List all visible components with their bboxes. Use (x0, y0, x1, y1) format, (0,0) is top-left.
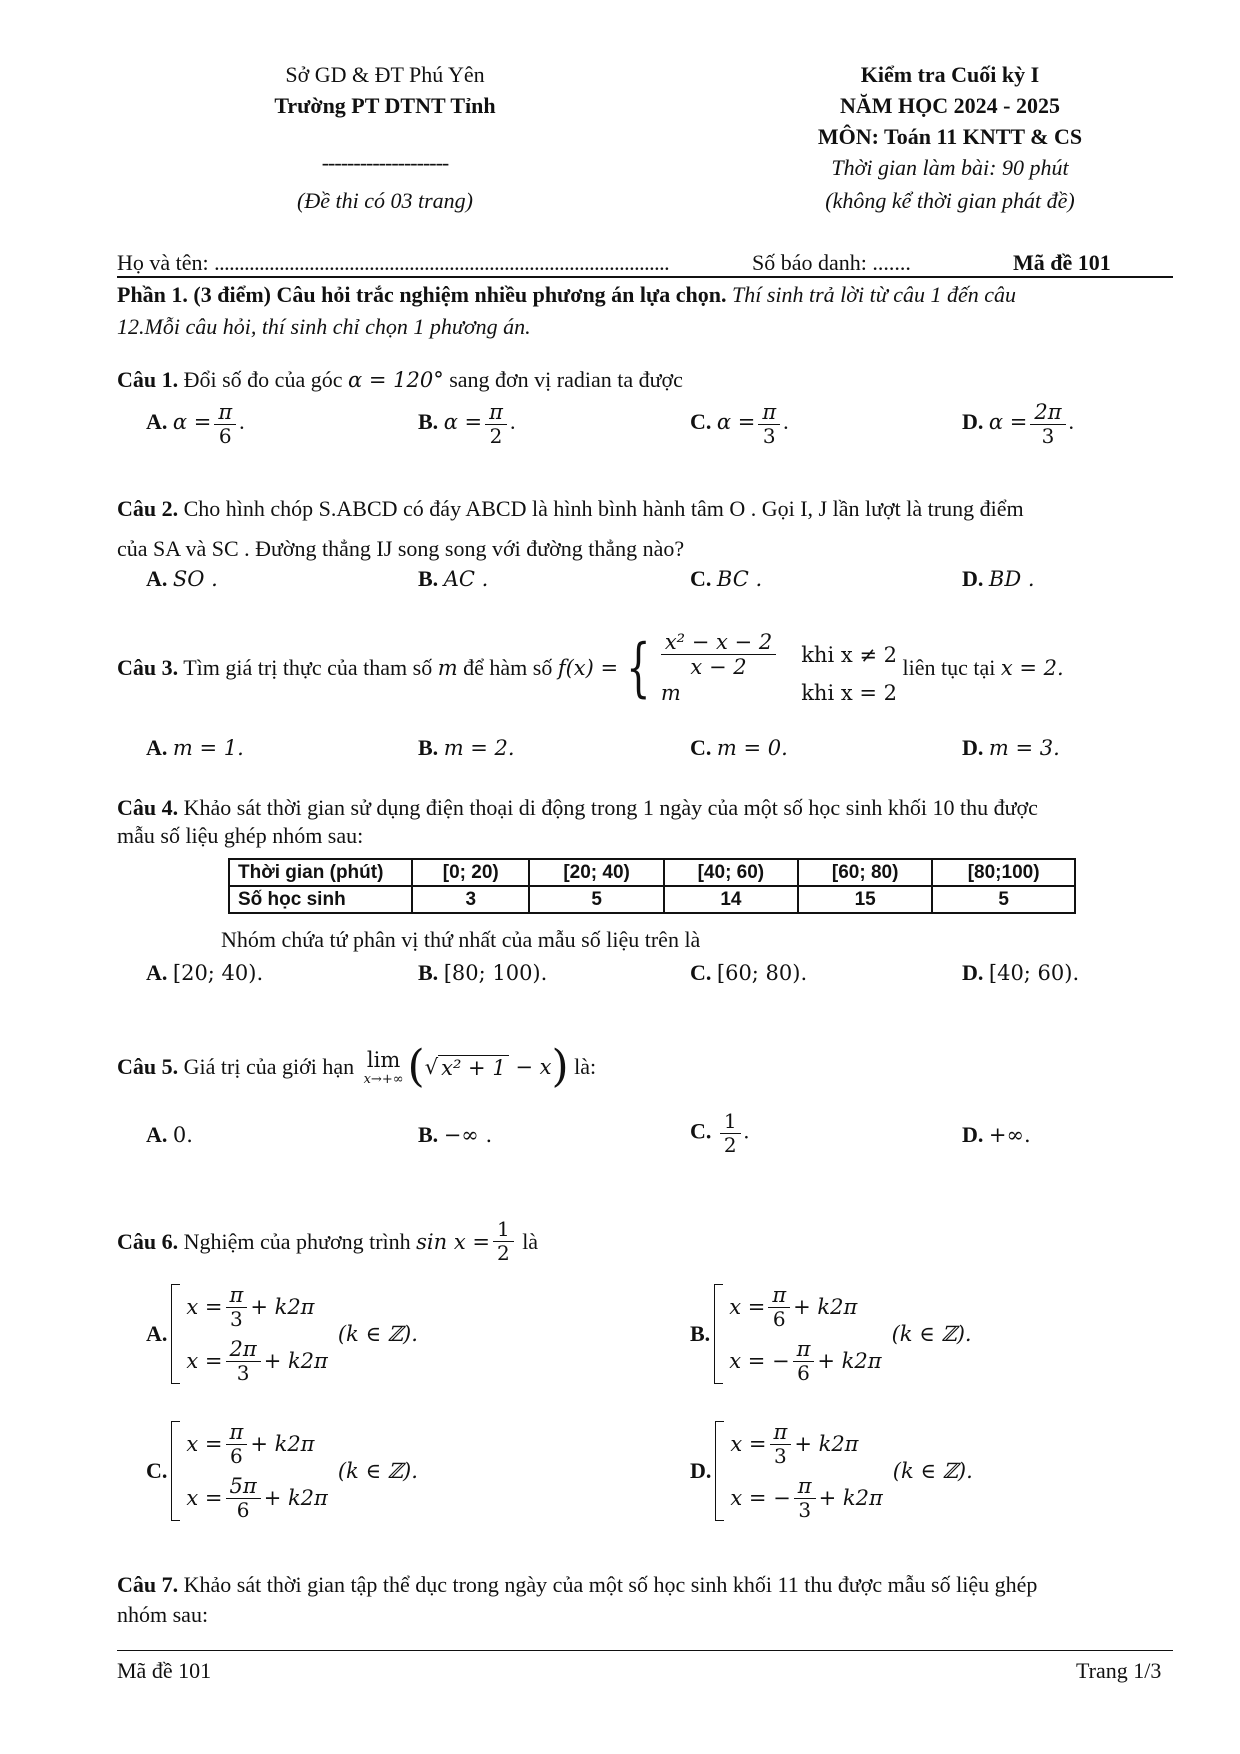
table-cell: [20; 40) (529, 859, 663, 886)
q3-option-c[interactable] (690, 735, 788, 761)
q2-line2: của SA và SC . Đường thẳng IJ song song với đường thẳng nào? (117, 536, 685, 561)
q3-option-d[interactable] (962, 735, 1060, 761)
table-cell: 3 (412, 886, 529, 913)
q3-label: Câu 3. (117, 654, 179, 680)
option-tail: . (783, 409, 789, 435)
q3-num: x² − x − 2 (661, 630, 776, 655)
brace-icon: { (626, 630, 651, 705)
page-count-note: (Đề thi có 03 trang) (297, 188, 473, 213)
question-2 (117, 496, 1024, 522)
q3-param: m (437, 655, 458, 680)
table-row (229, 859, 1075, 886)
school-year: NĂM HỌC 2024 - 2025 (840, 93, 1060, 118)
option-letter: B. (418, 960, 439, 985)
q6-text: Nghiệm của phương trình (178, 1228, 417, 1254)
q7-label: Câu 7. (117, 1572, 179, 1597)
option-letter: D. (962, 566, 984, 591)
q1-text: Đổi số đo của góc (178, 367, 348, 392)
part1-title (117, 282, 1016, 308)
q4-line2: mẫu số liệu ghép nhóm sau: (117, 823, 364, 848)
option-text: [40; 60). (988, 961, 1080, 985)
table-cell: [80;100) (932, 859, 1075, 886)
question-5 (117, 1041, 597, 1092)
option-text: m = 3. (988, 736, 1060, 760)
option-letter: C. (690, 960, 712, 985)
option-fraction: $\frac{\pi}{2}$ (485, 400, 507, 448)
option-fraction: $\frac{1}{2}$ (720, 1110, 741, 1157)
option-text: m = 1. (172, 736, 244, 760)
option-lhs: α = (716, 410, 756, 435)
q3-option-a[interactable] (146, 735, 244, 761)
option-k: (k ∈ ℤ). (891, 1322, 972, 1347)
name-label: Họ và tên: (117, 250, 215, 275)
question-3 (117, 630, 1064, 705)
candidate-number: Số báo danh: ....... (752, 250, 911, 275)
q1-option-a[interactable] (146, 400, 245, 448)
option-text: BC . (716, 567, 763, 591)
time-note: (không kể thời gian phát đề) (825, 188, 1075, 213)
option-system: x = $\frac{\pi}{6}$ + k2π x = $\frac{5\pi}{6}$ + k2π (186, 1420, 328, 1523)
option-lhs: α = (988, 410, 1028, 435)
q5-option-a[interactable] (146, 1122, 193, 1148)
option-letter: A. (146, 409, 168, 435)
q5-option-b[interactable] (418, 1122, 492, 1148)
q4-question: Nhóm chứa tứ phân vị thứ nhất của mẫu số liệu trên là (221, 927, 701, 952)
q6-lhs: sin x = (416, 1229, 490, 1254)
option-tail: . (509, 409, 516, 435)
q5-text: Giá trị của giới hạn (178, 1054, 360, 1079)
option-system: x = $\frac{\pi}{6}$ + k2π x = − $\frac{\pi}{6}$ + k2π (729, 1283, 882, 1386)
q4-line1: Khảo sát thời gian sử dụng điện thoại di động trong 1 ngày của một số học sinh khối 10 thu được (178, 795, 1038, 820)
footer-rule (117, 1650, 1173, 1651)
q4-option-d[interactable] (962, 960, 1079, 986)
question-4 (117, 795, 1038, 821)
option-letter: A. (146, 1321, 168, 1347)
option-letter: A. (146, 566, 168, 591)
option-letter: A. (146, 735, 168, 760)
option-letter: B. (418, 409, 439, 435)
q5-radicand: x² + 1 (438, 1055, 509, 1080)
table-header-cell: Thời gian (phút) (229, 859, 412, 886)
option-tail: . (1068, 409, 1075, 435)
paren-close: ) (551, 1041, 569, 1092)
sqrt-icon: √ (424, 1055, 439, 1079)
q2-option-d[interactable] (962, 566, 1035, 592)
subject: MÔN: Toán 11 KNTT & CS (817, 124, 1083, 149)
option-tail: . (743, 1118, 750, 1144)
q1-text2: sang đơn vị radian ta được (443, 367, 683, 392)
option-letter: C. (690, 409, 712, 435)
question-7 (117, 1572, 1037, 1598)
name-dots: ........................................................................................... (214, 250, 670, 275)
table-row (229, 886, 1075, 913)
option-letter: C. (690, 735, 712, 760)
q5-minus: − x (508, 1055, 552, 1079)
option-fraction: $\frac{\pi}{6}$ (214, 400, 236, 448)
q3-text: Tìm giá trị thực của tham số (178, 654, 438, 680)
q1-math: α = 120° (347, 368, 444, 392)
q7-line1: Khảo sát thời gian tập thể dục trong ngày của một số học sinh khối 11 thu được mẫu số liệu ghép (178, 1572, 1038, 1597)
q3-option-b[interactable] (418, 735, 515, 761)
q3-case1: khi x ≠ 2 (801, 642, 897, 667)
part1-instruction: Thí sinh trả lời từ câu 1 đến câu (726, 282, 1017, 307)
option-text: −∞ . (443, 1123, 493, 1147)
option-text: +∞. (988, 1123, 1031, 1147)
option-text: SO . (172, 567, 218, 591)
header-rule (117, 276, 1173, 278)
option-k: (k ∈ ℤ). (892, 1459, 973, 1484)
q1-option-c[interactable] (690, 400, 789, 448)
q3-text3: liên tục tại (896, 654, 1001, 680)
footer-exam-code: Mã đề 101 (117, 1658, 212, 1683)
option-tail: . (239, 409, 245, 435)
q3-at: x = 2. (1000, 655, 1064, 680)
q7-line2: nhóm sau: (117, 1602, 209, 1627)
option-letter: C. (690, 566, 712, 591)
table-cell: [0; 20) (412, 859, 529, 886)
q4-data-table (228, 858, 1076, 914)
option-lhs: α = (443, 410, 483, 435)
option-letter: D. (962, 1122, 984, 1147)
footer-page-number: Trang 1/3 (1076, 1658, 1162, 1683)
q3-den: x − 2 (690, 655, 747, 680)
q3-text2: để hàm số (457, 654, 558, 680)
option-letter: A. (146, 960, 168, 985)
option-text: [80; 100). (443, 961, 548, 985)
table-cell: 15 (798, 886, 932, 913)
student-name-field (117, 250, 669, 276)
table-cell: 5 (529, 886, 663, 913)
option-text: [20; 40). (172, 961, 264, 985)
option-k: (k ∈ ℤ). (337, 1322, 418, 1347)
q4-option-b[interactable] (418, 960, 547, 986)
q6-option-b[interactable] (690, 1283, 972, 1385)
option-letter: D. (962, 735, 984, 760)
q2-line1: Cho hình chóp S.ABCD có đáy ABCD là hình bình hành tâm O . Gọi I, J lần lượt là trung điểm (178, 496, 1024, 521)
q1-option-d[interactable] (962, 400, 1074, 448)
q3-row2: m (660, 681, 681, 706)
q2-option-b[interactable] (418, 566, 488, 592)
q6-option-a[interactable] (146, 1283, 418, 1385)
exam-title: Kiểm tra Cuối kỳ I (860, 62, 1040, 87)
q1-option-b[interactable] (418, 400, 515, 448)
option-letter: D. (690, 1458, 712, 1484)
q6-label: Câu 6. (117, 1228, 179, 1254)
q1-label: Câu 1. (117, 367, 179, 392)
q2-label: Câu 2. (117, 496, 179, 521)
option-text: AC . (443, 567, 489, 591)
school-name: Trường PT DTNT Tỉnh (274, 93, 496, 118)
option-letter: B. (418, 566, 439, 591)
option-letter: B. (690, 1321, 711, 1347)
option-letter: C. (146, 1458, 168, 1484)
option-lhs: α = (172, 410, 212, 435)
q3-fx: f(x) = (557, 655, 619, 680)
option-letter: C. (690, 1118, 712, 1144)
q4-option-a[interactable] (146, 960, 263, 986)
q5-limit (364, 1048, 404, 1087)
bracket-icon (171, 1284, 180, 1384)
question-6 (117, 1218, 538, 1265)
q6-text2: là (516, 1228, 539, 1254)
bracket-icon (171, 1421, 180, 1521)
q6-fraction: $\frac{1}{2}$ (493, 1218, 514, 1265)
part1-heading: Phần 1. (3 điểm) Câu hỏi trắc nghiệm nhiều phương án lựa chọn. (117, 282, 727, 307)
option-letter: D. (962, 409, 984, 435)
q5-option-d[interactable] (962, 1122, 1031, 1148)
option-letter: D. (962, 960, 984, 985)
option-text: [60; 80). (716, 961, 808, 985)
table-header-cell: Số học sinh (229, 886, 412, 913)
q5-label: Câu 5. (117, 1054, 179, 1079)
table-cell: 14 (664, 886, 798, 913)
option-text: m = 2. (443, 736, 515, 760)
table-cell: [40; 60) (664, 859, 798, 886)
q5-text2: là: (568, 1054, 597, 1079)
option-system: x = $\frac{\pi}{3}$ + k2π x = $\frac{2\pi}{3}$ + k2π (186, 1283, 328, 1386)
table-cell: [60; 80) (798, 859, 932, 886)
paren-open: ( (407, 1041, 425, 1092)
part1-instruction-2: 12.Mỗi câu hỏi, thí sinh chỉ chọn 1 phương án. (117, 314, 531, 339)
option-text: BD . (988, 567, 1035, 591)
table-cell: 5 (932, 886, 1075, 913)
q2-option-c[interactable] (690, 566, 762, 592)
option-fraction: $\frac{\pi}{3}$ (758, 400, 780, 448)
q3-piecewise (618, 630, 897, 705)
q6-option-d[interactable] (690, 1420, 973, 1522)
q4-option-c[interactable] (690, 960, 807, 986)
option-letter: A. (146, 1122, 168, 1147)
option-letter: B. (418, 1122, 439, 1147)
header-dashes: -------------------- (321, 150, 449, 175)
option-k: (k ∈ ℤ). (337, 1459, 418, 1484)
option-system: x = $\frac{\pi}{3}$ + k2π x = − $\frac{\pi}{3}$ + k2π (730, 1420, 883, 1523)
bracket-icon (715, 1421, 724, 1521)
exam-code: Mã đề 101 (1013, 250, 1111, 275)
bracket-icon (714, 1284, 723, 1384)
q4-label: Câu 4. (117, 795, 179, 820)
option-text: 0. (172, 1123, 193, 1147)
q6-option-c[interactable] (146, 1420, 418, 1522)
option-text: m = 0. (716, 736, 788, 760)
time-limit: Thời gian làm bài: 90 phút (831, 155, 1069, 180)
q2-option-a[interactable] (146, 566, 218, 592)
q3-case2: khi x = 2 (801, 681, 897, 706)
dept-name: Sở GD & ĐT Phú Yên (285, 62, 485, 87)
lim-text: lim (366, 1047, 401, 1072)
option-letter: B. (418, 735, 439, 760)
lim-sub: x→+∞ (363, 1071, 404, 1087)
question-1 (117, 367, 683, 393)
option-fraction: $\frac{2\pi}{3}$ (1030, 400, 1065, 448)
q5-option-c[interactable] (690, 1110, 749, 1157)
